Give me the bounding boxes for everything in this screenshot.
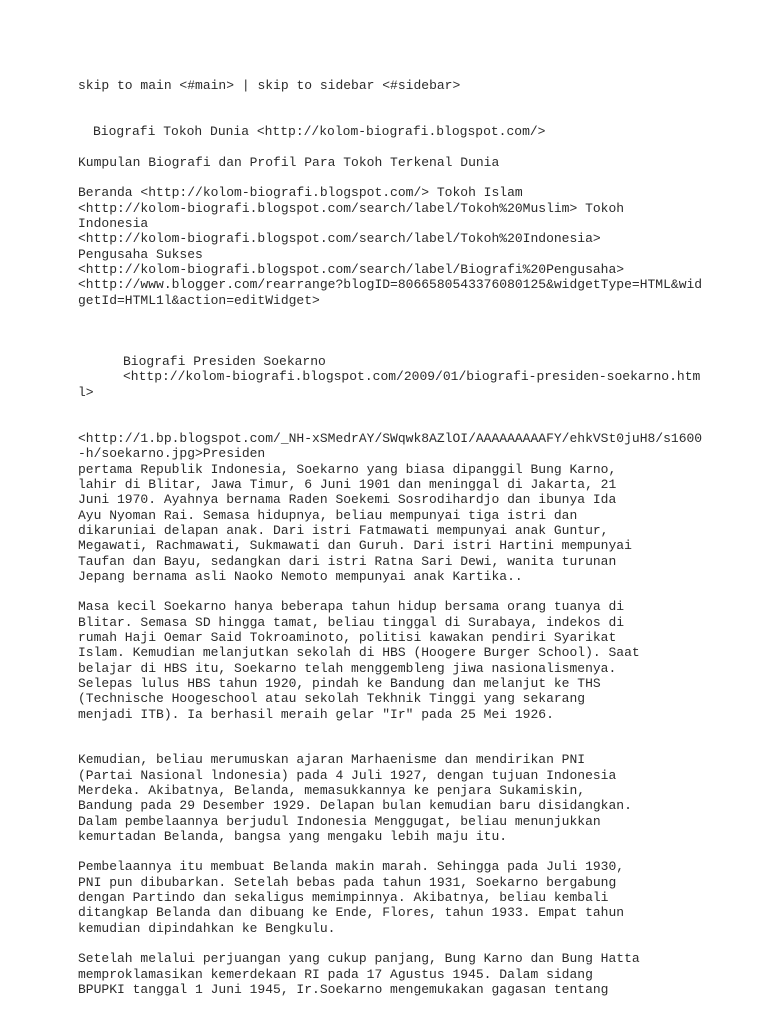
text-line: Setelah melalui perjuangan yang cukup panjang, Bung Karno dan Bung Hatta (78, 951, 640, 966)
nav-line[interactable]: Beranda <http://kolom-biografi.blogspot.com/> Tokoh Islam (78, 185, 523, 200)
text-line: Bandung pada 29 Desember 1929. Delapan bulan kemudian baru disidangkan. (78, 798, 632, 813)
nav-line[interactable]: <http://kolom-biografi.blogspot.com/search/label/Tokoh%20Muslim> Tokoh (78, 201, 625, 216)
nav-line[interactable]: getId=HTML1l&action=editWidget> (78, 293, 320, 308)
nav-line[interactable]: <http://kolom-biografi.blogspot.com/search/label/Tokoh%20Indonesia> (78, 231, 601, 246)
skip-separator: | (234, 78, 258, 93)
text-line: Jepang bernama asli Naoko Nemoto mempunyai anak Kartika.. (78, 569, 523, 584)
nav-line[interactable]: <http://kolom-biografi.blogspot.com/search/label/Biografi%20Pengusaha> (78, 262, 625, 277)
text-line: -h/soekarno.jpg>Presiden (78, 446, 266, 461)
text-line: Islam. Kemudian melanjutkan sekolah di HBS (Hoogere Burger School). Saat (78, 645, 640, 660)
skip-to-sidebar-link[interactable]: skip to sidebar <#sidebar> (257, 78, 461, 93)
site-tagline: Kumpulan Biografi dan Profil Para Tokoh Terkenal Dunia (78, 155, 500, 170)
text-line: Selepas lulus HBS tahun 1920, pindah ke Bandung dan melanjut ke THS (78, 676, 601, 691)
nav-line[interactable]: Pengusaha Sukses (78, 247, 203, 262)
text-line: Ayu Nyoman Rai. Semasa hidupnya, beliau mempunyai tiga istri dan (78, 508, 578, 523)
nav-line[interactable]: Indonesia (78, 216, 149, 231)
text-line: Juni 1970. Ayahnya bernama Raden Soekemi Sosrodihardjo dan ibunya Ida (78, 492, 617, 507)
text-line: (Partai Nasional lndonesia) pada 4 Juli 1927, dengan tujuan Indonesia (78, 768, 617, 783)
text-line: BPUPKI tanggal 1 Juni 1945, Ir.Soekarno mengemukakan gagasan tentang (78, 982, 609, 997)
text-line: Kemudian, beliau merumuskan ajaran Marhaenisme dan mendirikan PNI (78, 752, 586, 767)
text-line: PNI pun dibubarkan. Setelah bebas pada tahun 1931, Soekarno bergabung (78, 875, 617, 890)
text-line: pertama Republik Indonesia, Soekarno yang biasa dipanggil Bung Karno, (78, 462, 617, 477)
text-line: dengan Partindo dan sekaligus memimpinnya. Akibatnya, beliau kembali (78, 890, 609, 905)
text-line: belajar di HBS itu, Soekarno telah menggembleng jiwa nasionalismenya. (78, 661, 617, 676)
text-line: dikaruniai delapan anak. Dari istri Fatmawati mempunyai anak Guntur, (78, 523, 609, 538)
post-title-line[interactable]: <http://kolom-biografi.blogspot.com/2009/01/biografi-presiden-soekarno.htm (123, 369, 701, 384)
text-line: kemurtadan Belanda, bangsa yang mengaku lebih maju itu. (78, 829, 508, 844)
text-line: rumah Haji Oemar Said Tokroaminoto, politisi kawakan pendiri Syarikat (78, 630, 617, 645)
skip-links (78, 78, 460, 93)
image-link-line[interactable]: <http://1.bp.blogspot.com/_NH-xSMedrAY/SWqwk8AZlOI/AAAAAAAAAFY/ehkVSt0juH8/s1600 (78, 431, 703, 446)
site-title-link[interactable]: Biografi Tokoh Dunia <http://kolom-biografi.blogspot.com/> (93, 124, 546, 139)
text-line: ditangkap Belanda dan dibuang ke Ende, Flores, tahun 1933. Empat tahun (78, 905, 625, 920)
text-line: Merdeka. Akibatnya, Belanda, memasukkannya ke penjara Sukamiskin, (78, 783, 586, 798)
text-line: Pembelaannya itu membuat Belanda makin marah. Sehingga pada Juli 1930, (78, 859, 625, 874)
text-line: menjadi ITB). Ia berhasil meraih gelar "Ir" pada 25 Mei 1926. (78, 707, 554, 722)
text-line: lahir di Blitar, Jawa Timur, 6 Juni 1901 dan meninggal di Jakarta, 21 (78, 477, 617, 492)
skip-to-main-link[interactable]: skip to main <#main> (78, 78, 235, 93)
text-line: Taufan dan Bayu, sedangkan dari istri Ratna Sari Dewi, wanita turunan (78, 554, 617, 569)
text-line: Dalam pembelaannya berjudul Indonesia Menggugat, beliau menunjukkan (78, 814, 601, 829)
text-line: (Technische Hoogeschool atau sekolah Tekhnik Tinggi yang sekarang (78, 691, 586, 706)
text-line: kemudian dipindahkan ke Bengkulu. (78, 921, 336, 936)
text-line: memproklamasikan kemerdekaan RI pada 17 Agustus 1945. Dalam sidang (78, 967, 593, 982)
nav-line[interactable]: <http://www.blogger.com/rearrange?blogID=8066580543376080125&widgetType=HTML&wid (78, 277, 703, 292)
text-line: Masa kecil Soekarno hanya beberapa tahun hidup bersama orang tuanya di (78, 599, 625, 614)
post-title-line[interactable]: Biografi Presiden Soekarno (123, 354, 326, 369)
text-line: Megawati, Rachmawati, Sukmawati dan Guruh. Dari istri Hartini mempunyai (78, 538, 632, 553)
post-title-line[interactable]: l> (78, 385, 94, 400)
text-line: Blitar. Semasa SD hingga tamat, beliau tinggal di Surabaya, indekos di (78, 615, 625, 630)
